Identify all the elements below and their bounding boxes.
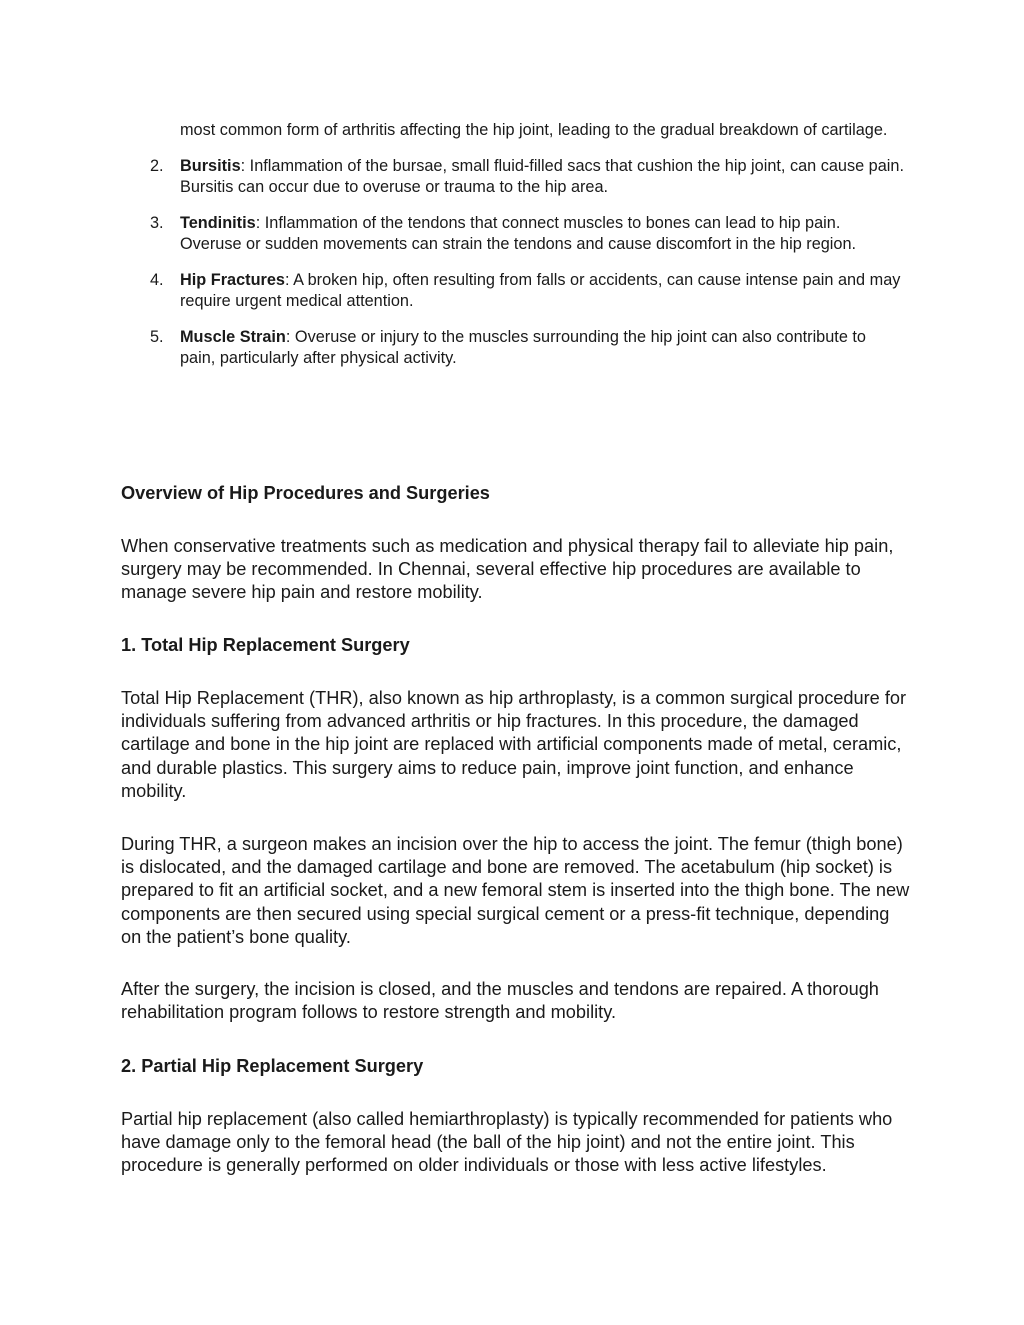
list-term: Hip Fractures xyxy=(180,270,285,289)
total-hip-paragraph-1: Total Hip Replacement (THR), also known as hip arthroplasty, is a common surgical procedure for individuals suffering from advanced arthritis or hip fractures. In this procedure, the damaged cartilage and bone in the hip joint are replaced with artificial components made of metal, ceramic, and durable plastics. This surgery aims to reduce pain, improve joint function, and enhance mobility. xyxy=(121,688,907,801)
list-term: Bursitis xyxy=(180,156,241,175)
total-hip-paragraph-3: After the surgery, the incision is closed, and the muscles and tendons are repaired. A thorough rehabilitation program follows to restore strength and mobility. xyxy=(121,979,879,1023)
list-text: : Inflammation of the tendons that connect muscles to bones can lead to hip pain. Overuse or sudden movements can strain the tendons and cause discomfort in the hip region. xyxy=(180,213,857,253)
list-item xyxy=(0,213,905,256)
overview-heading: Overview of Hip Procedures and Surgeries xyxy=(121,483,490,503)
list-text: : A broken hip, often resulting from falls or accidents, can cause intense pain and may require urgent medical attention. xyxy=(180,270,901,310)
list-number: 2. xyxy=(150,156,164,175)
list-item xyxy=(0,327,905,370)
list-number: 5. xyxy=(150,327,164,346)
list-number: 3. xyxy=(150,213,164,232)
list-term: Muscle Strain xyxy=(180,327,286,346)
list-item xyxy=(0,270,905,313)
list-number: 4. xyxy=(150,270,164,289)
overview-paragraph: When conservative treatments such as medication and physical therapy fail to alleviate hip pain, surgery may be recommended. In Chennai, several effective hip procedures are available to manage severe hip pain and restore mobility. xyxy=(121,536,894,603)
list-item xyxy=(0,120,905,142)
partial-hip-paragraph-1: Partial hip replacement (also called hemiarthroplasty) is typically recommended for patients who have damage only to the femoral head (the ball of the hip joint) and not the entire joint. This procedure is generally performed on older individuals or those with less active lifestyles. xyxy=(121,1109,893,1176)
total-hip-heading: 1. Total Hip Replacement Surgery xyxy=(121,635,410,655)
list-text: : Inflammation of the bursae, small fluid-filled sacs that cushion the hip joint, can cause pain. Bursitis can occur due to overuse or trauma to the hip area. xyxy=(180,156,904,196)
causes-list xyxy=(0,120,1024,384)
list-text: most common form of arthritis affecting the hip joint, leading to the gradual breakdown of cartilage. xyxy=(180,121,888,139)
list-text: : Overuse or injury to the muscles surrounding the hip joint can also contribute to pain, particularly after physical activity. xyxy=(180,327,866,367)
list-term: Tendinitis xyxy=(180,213,256,232)
partial-hip-heading: 2. Partial Hip Replacement Surgery xyxy=(121,1056,424,1076)
total-hip-paragraph-2: During THR, a surgeon makes an incision over the hip to access the joint. The femur (thigh bone) is dislocated, and the damaged cartilage and bone are removed. The acetabulum (hip socket) is prepared to fit an artificial socket, and a new femoral stem is inserted into the thigh bone. The new components are then secured using special surgical cement or a press-fit technique, depending on the patient’s bone quality. xyxy=(121,834,910,947)
list-item xyxy=(0,156,905,199)
